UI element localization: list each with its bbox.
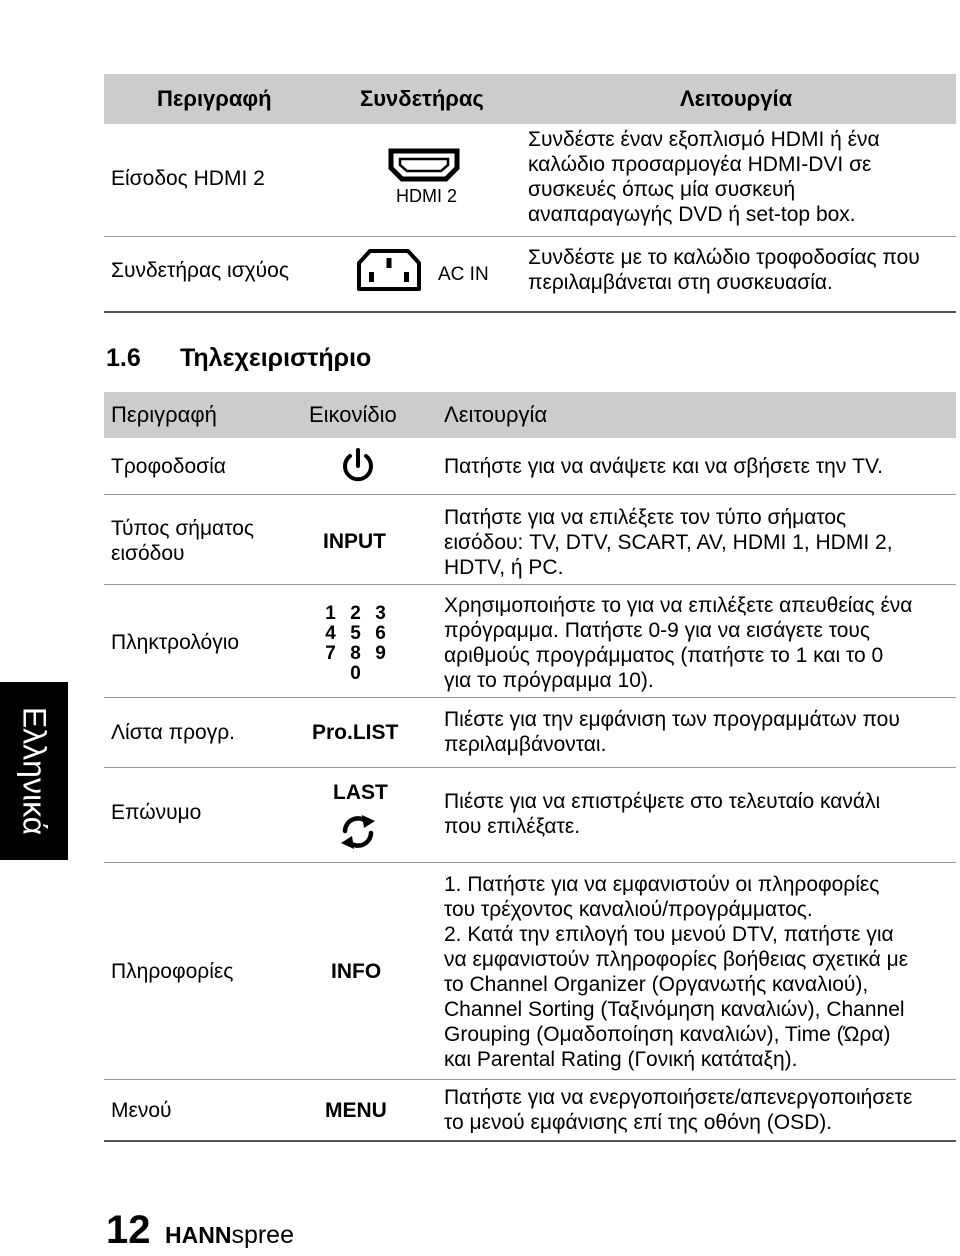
key-2: 2 — [350, 603, 361, 624]
key-8: 8 — [350, 643, 361, 664]
recall-arrows-icon — [338, 812, 378, 852]
key-4: 4 — [325, 623, 336, 644]
power-function-line-2: περιλαμβάνεται στη συσκευασία. — [528, 271, 833, 294]
remote-menu-description: Μενού — [111, 1099, 172, 1122]
remote-info-function-line-6: Channel Sorting (Ταξινόμηση καναλιών), Channel — [444, 998, 905, 1021]
prolist-button-label: Pro.LIST — [312, 721, 399, 744]
brand-logo-light: spree — [231, 1221, 294, 1249]
top-header-description: Περιγραφή — [157, 86, 272, 111]
remote-info-function-line-1: 1. Πατήστε για να εμφανιστούν οι πληροφορίες — [444, 873, 880, 896]
key-9: 9 — [375, 643, 386, 664]
remote-menu-function-line-2: το μενού εμφάνισης επί της οθόνη (OSD). — [444, 1111, 833, 1134]
top-row-divider — [104, 236, 956, 237]
power-connector-description: Συνδετήρας ισχύος — [111, 259, 289, 282]
remote-input-function-line-1: Πατήστε για να επιλέξετε τον τύπο σήματος — [444, 506, 847, 529]
key-6: 6 — [375, 623, 386, 644]
hdmi2-connector-label: HDMI 2 — [396, 186, 458, 206]
key-3: 3 — [375, 603, 386, 624]
input-button-label: INPUT — [323, 530, 386, 553]
remote-keypad-description: Πληκτρολόγιο — [111, 631, 240, 654]
remote-info-function-line-5: το Channel Organizer (Οργανωτής καναλιού), — [444, 973, 869, 996]
remote-row-divider-5 — [104, 862, 956, 863]
remote-last-description: Επώνυμο — [111, 801, 202, 824]
remote-power-description: Τροφοδοσία — [111, 455, 226, 478]
remote-prolist-description: Λίστα προγρ. — [111, 721, 236, 744]
top-header-function: Λειτουργία — [680, 86, 793, 111]
remote-keypad-function-line-1: Χρησιμοποιήστε το για να επιλέξετε απευθείας ένα — [444, 594, 913, 617]
remote-keypad-function-line-3: αριθμούς προγράμματος (πατήστε το 1 και το 0 — [444, 644, 884, 667]
language-side-tab — [0, 682, 68, 860]
power-icon — [340, 448, 376, 484]
page-number: 12 — [106, 1208, 151, 1252]
hdmi-port-icon — [388, 148, 460, 182]
hdmi2-function-line-4: αναπαραγωγής DVD ή set-top box. — [528, 203, 856, 226]
remote-header-description: Περιγραφή — [111, 402, 217, 427]
info-button-label: INFO — [331, 960, 382, 983]
remote-info-function-line-8: και Parental Rating (Γονική κατάταξη). — [444, 1048, 798, 1071]
remote-input-function-line-3: HDTV, ή PC. — [444, 556, 564, 579]
remote-row-divider-6 — [104, 1079, 956, 1080]
menu-button-label: MENU — [325, 1099, 387, 1122]
remote-power-function: Πατήστε για να ανάψετε και να σβήσετε την TV. — [444, 455, 883, 478]
remote-info-function-line-7: Grouping (Ομαδοποίηση καναλιών), Time (Ώρα) — [444, 1023, 891, 1046]
power-connector-label: AC IN — [438, 264, 489, 285]
remote-keypad-function-line-4: για το πρόγραμμα 10). — [444, 669, 654, 692]
remote-header-function: Λειτουργία — [444, 402, 548, 427]
ac-power-socket-icon — [356, 248, 422, 292]
language-side-tab-label: Ελληνικά — [16, 706, 53, 836]
remote-info-function-line-2: του τρέχοντος καναλιού/προγράμματος. — [444, 898, 813, 921]
hdmi2-function-line-1: Συνδέστε έναν εξοπλισμό HDMI ή ένα — [528, 128, 880, 151]
remote-prolist-function-line-2: περιλαμβάνονται. — [444, 733, 607, 756]
remote-prolist-function-line-1: Πιέστε για την εμφάνιση των προγραμμάτων που — [444, 708, 900, 731]
remote-row-divider-3 — [104, 697, 956, 698]
number-keypad-icon — [318, 604, 393, 684]
brand-logo-bold: HANN — [165, 1222, 232, 1248]
hdmi2-description: Είσοδος HDMI 2 — [111, 167, 265, 190]
remote-input-description-line-2: εισόδου — [111, 542, 185, 565]
remote-info-description: Πληροφορίες — [111, 960, 234, 983]
remote-info-function-line-4: να εμφανιστούν πληροφορίες βοήθειας σχετικά με — [444, 948, 909, 971]
key-1: 1 — [325, 603, 336, 624]
remote-menu-function-line-1: Πατήστε για να ενεργοποιήσετε/απενεργοποιήσετε — [444, 1086, 913, 1109]
hdmi2-function-line-2: καλώδιο προσαρμογέα HDMI-DVI σε — [528, 153, 872, 176]
remote-last-function-line-2: που επιλέξατε. — [444, 815, 581, 838]
top-table-bottom-rule — [104, 311, 956, 313]
remote-row-divider-1 — [104, 494, 956, 495]
remote-row-divider-2 — [104, 584, 956, 585]
remote-input-function-line-2: εισόδου: TV, DTV, SCART, AV, HDMI 1, HDMI 2, — [444, 531, 893, 554]
section-title: Τηλεχειριστήριο — [180, 344, 372, 372]
remote-keypad-function-line-2: πρόγραμμα. Πατήστε 0-9 για να εισάγετε τους — [444, 619, 871, 642]
brand-logo — [165, 1220, 294, 1250]
remote-last-function-line-1: Πιέστε για να επιστρέψετε στο τελευταίο κανάλι — [444, 790, 881, 813]
key-5: 5 — [350, 623, 361, 644]
remote-input-description-line-1: Τύπος σήματος — [111, 517, 254, 540]
top-header-connector: Συνδετήρας — [360, 86, 484, 111]
remote-row-divider-4 — [104, 767, 956, 768]
section-number: 1.6 — [106, 344, 141, 372]
remote-info-function-line-3: 2. Κατά την επιλογή του μενού DTV, πατήστε για — [444, 923, 894, 946]
hdmi2-function-line-3: συσκευές όπως μία συσκευή — [528, 178, 796, 201]
remote-header-icon: Εικονίδιο — [309, 402, 397, 427]
key-0: 0 — [350, 663, 361, 684]
last-button-label: LAST — [333, 781, 388, 804]
key-7: 7 — [325, 643, 336, 664]
remote-table-bottom-rule — [104, 1140, 956, 1142]
power-function-line-1: Συνδέστε με το καλώδιο τροφοδοσίας που — [528, 246, 920, 269]
